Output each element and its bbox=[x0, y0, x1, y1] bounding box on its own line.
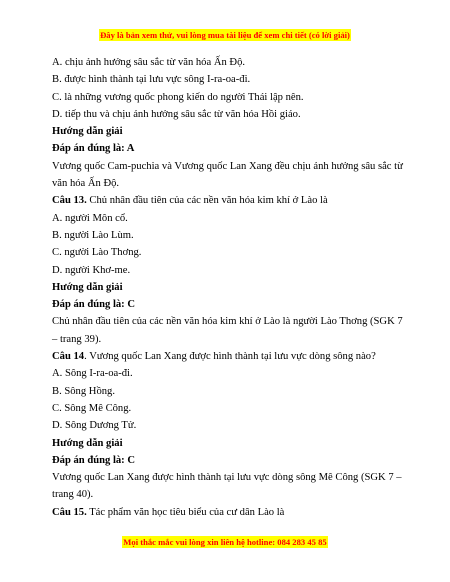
hotline-notice-banner bbox=[0, 532, 450, 550]
answer-option: A. chịu ảnh hưởng sâu sắc từ văn hóa Ấn Độ. bbox=[52, 57, 246, 68]
question-stem bbox=[52, 348, 407, 365]
question-number: Câu 13. bbox=[52, 195, 87, 207]
answer-option: D. người Khơ-me. bbox=[52, 264, 131, 276]
question-stem bbox=[52, 192, 407, 209]
answer-option: C. là những vương quốc phong kiến do người Thái lập nên. bbox=[52, 91, 304, 103]
question-stem bbox=[52, 504, 407, 521]
solution-heading: Hướng dẫn giải bbox=[52, 126, 123, 138]
answer-option: B. người Lào Lùm. bbox=[52, 229, 134, 241]
question-text: Tác phẩm văn học tiêu biểu của cư dân Lào là bbox=[86, 506, 285, 518]
document-body bbox=[52, 54, 407, 521]
answer-option: A. người Môn cổ. bbox=[52, 212, 128, 224]
answer-key: Đáp án đúng là: C bbox=[52, 299, 136, 311]
question-text: . Vương quốc Lan Xang được hình thành tại lưu vực dòng sông nào? bbox=[84, 351, 376, 363]
answer-option: B. được hình thành tại lưu vực sông I-ra-oa-đi. bbox=[52, 74, 251, 86]
explanation-text: Chủ nhân đầu tiên của các nền văn hóa kim khí ở Lào là người Lào Thơng (SGK 7 – trang 39). bbox=[52, 316, 403, 345]
answer-option: A. Sông I-ra-oa-đi. bbox=[52, 368, 133, 380]
answer-option: D. tiếp thu và chịu ảnh hưởng sâu sắc từ văn hóa Hồi giáo. bbox=[52, 108, 301, 120]
explanation-text: Vương quốc Lan Xang được hình thành tại lưu vực dòng sông Mê Công (SGK 7 – trang 40). bbox=[52, 472, 402, 501]
hotline-notice-text: Mọi thắc mắc vui lòng xin liên hệ hotline: 084 283 45 85 bbox=[123, 537, 327, 547]
answer-option: C. người Lào Thơng. bbox=[52, 247, 142, 259]
question-number: Câu 14 bbox=[52, 351, 85, 363]
preview-notice-banner bbox=[0, 25, 450, 43]
preview-notice-text: Đây là bản xem thử, vui lòng mua tài liệu để xem chi tiết (có lời giải) bbox=[100, 30, 350, 40]
answer-option: C. Sông Mê Công. bbox=[52, 402, 132, 414]
answer-option: D. Sông Dương Tử. bbox=[52, 420, 137, 432]
answer-option: B. Sông Hồng. bbox=[52, 385, 115, 397]
question-text: Chủ nhân đầu tiên của các nền văn hóa kim khí ở Lào là bbox=[86, 195, 328, 207]
solution-heading: Hướng dẫn giải bbox=[52, 437, 123, 449]
explanation-text: Vương quốc Cam-puchia và Vương quốc Lan Xang đều chịu ảnh hưởng sâu sắc từ văn hóa Ấn Độ. bbox=[52, 160, 403, 190]
solution-heading: Hướng dẫn giải bbox=[52, 281, 123, 293]
answer-key: Đáp án đúng là: C bbox=[52, 454, 136, 466]
answer-key: Đáp án đúng là: A bbox=[52, 143, 135, 155]
question-number: Câu 15. bbox=[52, 506, 87, 518]
